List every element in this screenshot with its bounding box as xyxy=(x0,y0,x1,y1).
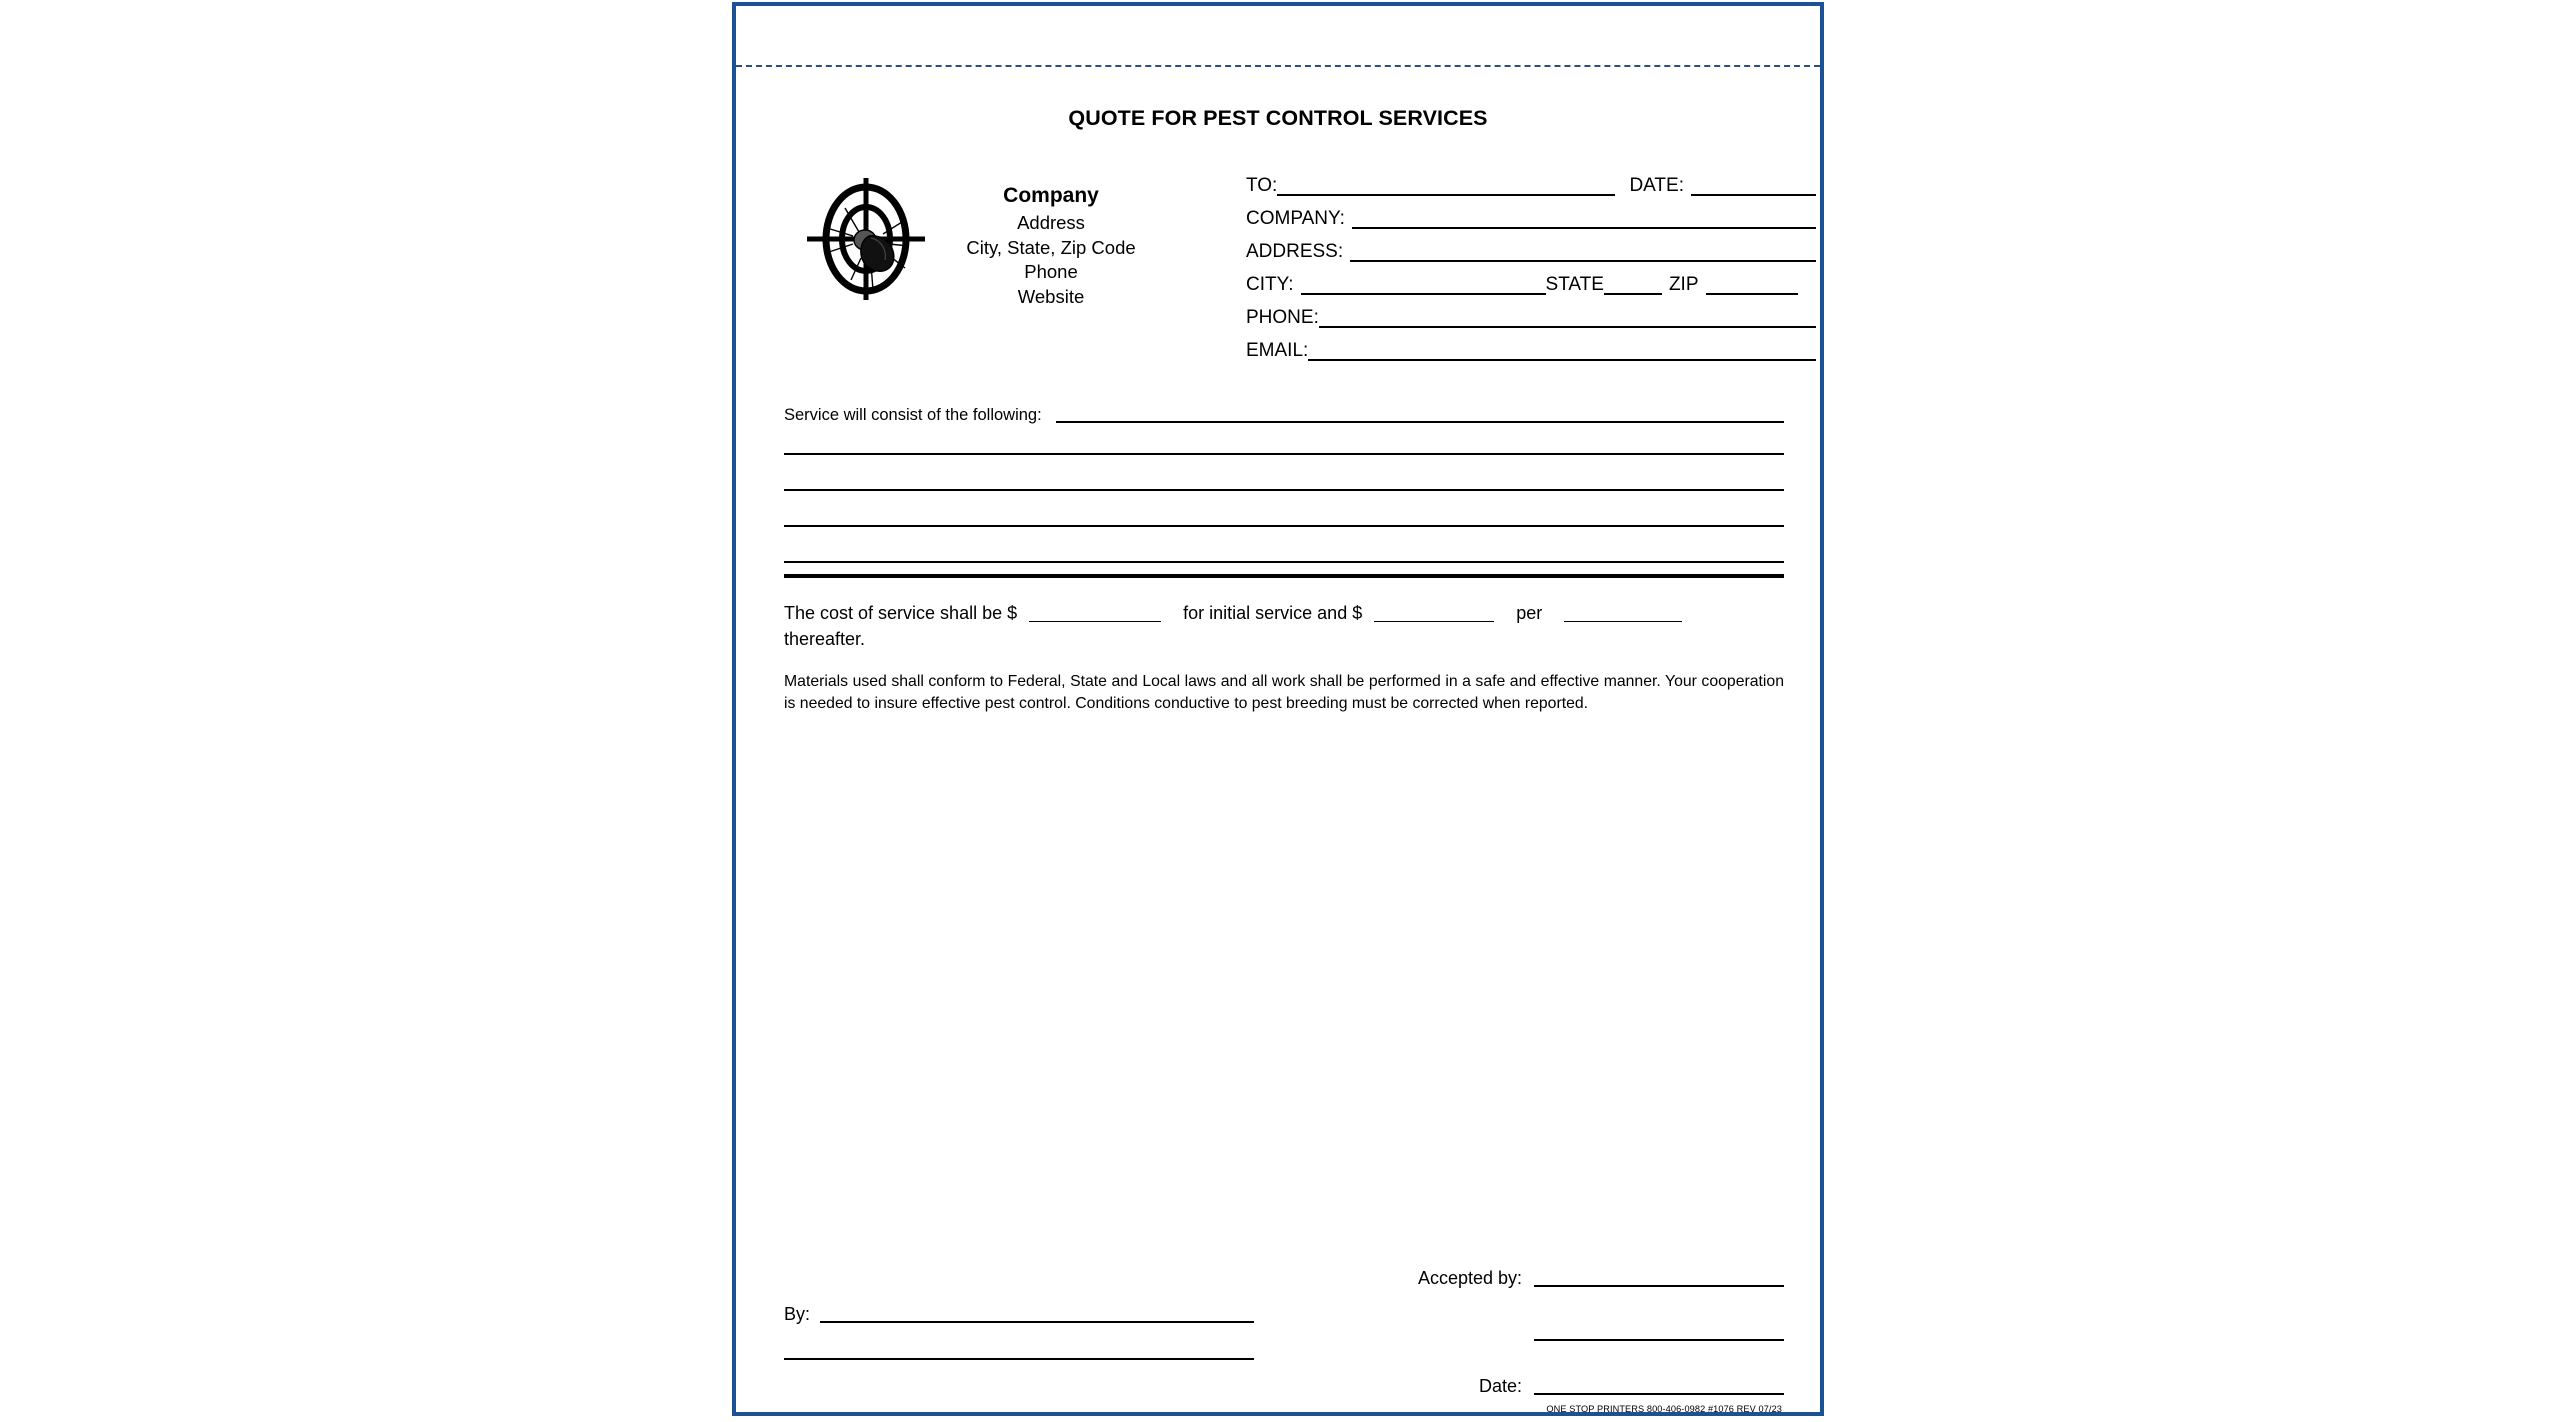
field-row-phone xyxy=(1246,298,1816,331)
service-heading-label: Service will consist of the following: xyxy=(784,406,1042,424)
field-row-address xyxy=(1246,232,1816,265)
company-address: Address xyxy=(1017,211,1085,233)
by-signature-row xyxy=(784,1302,1254,1326)
service-description-section xyxy=(784,402,1784,578)
service-input-line-2[interactable] xyxy=(784,453,1784,455)
email-label: EMAIL: xyxy=(1246,340,1309,361)
field-row-to-date xyxy=(1246,166,1816,199)
accepted-by-secondary-line[interactable] xyxy=(1534,1338,1784,1341)
state-label: STATE xyxy=(1545,274,1604,295)
initial-cost-input-line[interactable] xyxy=(1029,620,1161,622)
accepted-by-signature-line[interactable] xyxy=(1534,1284,1784,1287)
company-website: Website xyxy=(1017,285,1085,307)
company-phone: Phone xyxy=(1024,261,1078,283)
terms-paragraph: Materials used shall conform to Federal, State and Local laws and all work shall be performed in a safe and effective manner. Your cooperation is needed to insure effective pest control. Conditions conductive to pest breeding must be corrected when reported. xyxy=(784,673,1784,712)
date-signature-label: Date: xyxy=(1478,1376,1522,1396)
field-row-company xyxy=(1246,199,1816,232)
date-signature-row xyxy=(1306,1374,1784,1398)
by-secondary-line[interactable] xyxy=(784,1358,1254,1360)
city-label: CITY: xyxy=(1246,274,1294,295)
service-input-line-1[interactable] xyxy=(1056,420,1784,423)
accepted-by-secondary-row xyxy=(1306,1320,1784,1344)
city-input-line[interactable] xyxy=(1301,292,1546,295)
company-label: COMPANY: xyxy=(1246,208,1345,229)
recipient-address-form xyxy=(1246,166,1816,364)
company-name: Company xyxy=(1003,184,1099,207)
service-input-line-4[interactable] xyxy=(784,525,1784,527)
address-input-line[interactable] xyxy=(1350,259,1816,262)
to-input-line[interactable] xyxy=(1277,193,1615,196)
quote-form-page xyxy=(732,2,1824,1416)
date-input-line[interactable] xyxy=(1691,193,1816,196)
accepted-by-row xyxy=(1306,1266,1784,1290)
service-heading-row xyxy=(784,402,1784,426)
cost-per-label: per xyxy=(1516,602,1543,623)
recurring-cost-input-line[interactable] xyxy=(1374,620,1494,622)
service-section-bottom-rule xyxy=(784,574,1784,578)
email-input-line[interactable] xyxy=(1308,358,1816,361)
service-input-line-5[interactable] xyxy=(784,561,1784,563)
cost-mid-label: for initial service and $ xyxy=(1183,602,1363,623)
signature-block-right xyxy=(1306,1266,1784,1414)
accepted-by-label: Accepted by: xyxy=(1417,1268,1522,1288)
phone-input-line[interactable] xyxy=(1319,325,1816,328)
date-signature-line[interactable] xyxy=(1534,1392,1784,1395)
by-label: By: xyxy=(784,1304,811,1324)
cost-statement-section xyxy=(784,602,1784,651)
date-label: DATE: xyxy=(1629,175,1684,196)
crosshair-cockroach-logo xyxy=(801,174,931,304)
printer-imprint-text: ONE STOP PRINTERS 800-406-0982 #1076 REV 07/23 xyxy=(1546,1404,1782,1414)
perforation-dashed-line xyxy=(736,65,1820,67)
phone-label: PHONE: xyxy=(1246,307,1319,328)
cost-suffix-label: thereafter. xyxy=(784,629,866,649)
signature-block-left xyxy=(784,1302,1254,1360)
company-info-block xyxy=(936,182,1166,309)
field-row-city-state-zip xyxy=(1246,265,1816,298)
address-label: ADDRESS: xyxy=(1246,241,1344,262)
company-city-state-zip: City, State, Zip Code xyxy=(966,236,1136,258)
to-label: TO: xyxy=(1246,175,1278,196)
zip-input-line[interactable] xyxy=(1706,292,1798,295)
cost-period-input-line[interactable] xyxy=(1564,620,1682,622)
cost-statement-row xyxy=(784,602,1784,625)
service-input-line-3[interactable] xyxy=(784,489,1784,491)
field-row-email xyxy=(1246,331,1816,364)
by-signature-line[interactable] xyxy=(820,1320,1254,1323)
company-input-line[interactable] xyxy=(1352,226,1816,229)
state-input-line[interactable] xyxy=(1604,292,1662,295)
zip-label: ZIP xyxy=(1668,274,1699,295)
page-title: QUOTE FOR PEST CONTROL SERVICES xyxy=(1068,106,1488,130)
cost-prefix-label: The cost of service shall be $ xyxy=(784,602,1018,623)
